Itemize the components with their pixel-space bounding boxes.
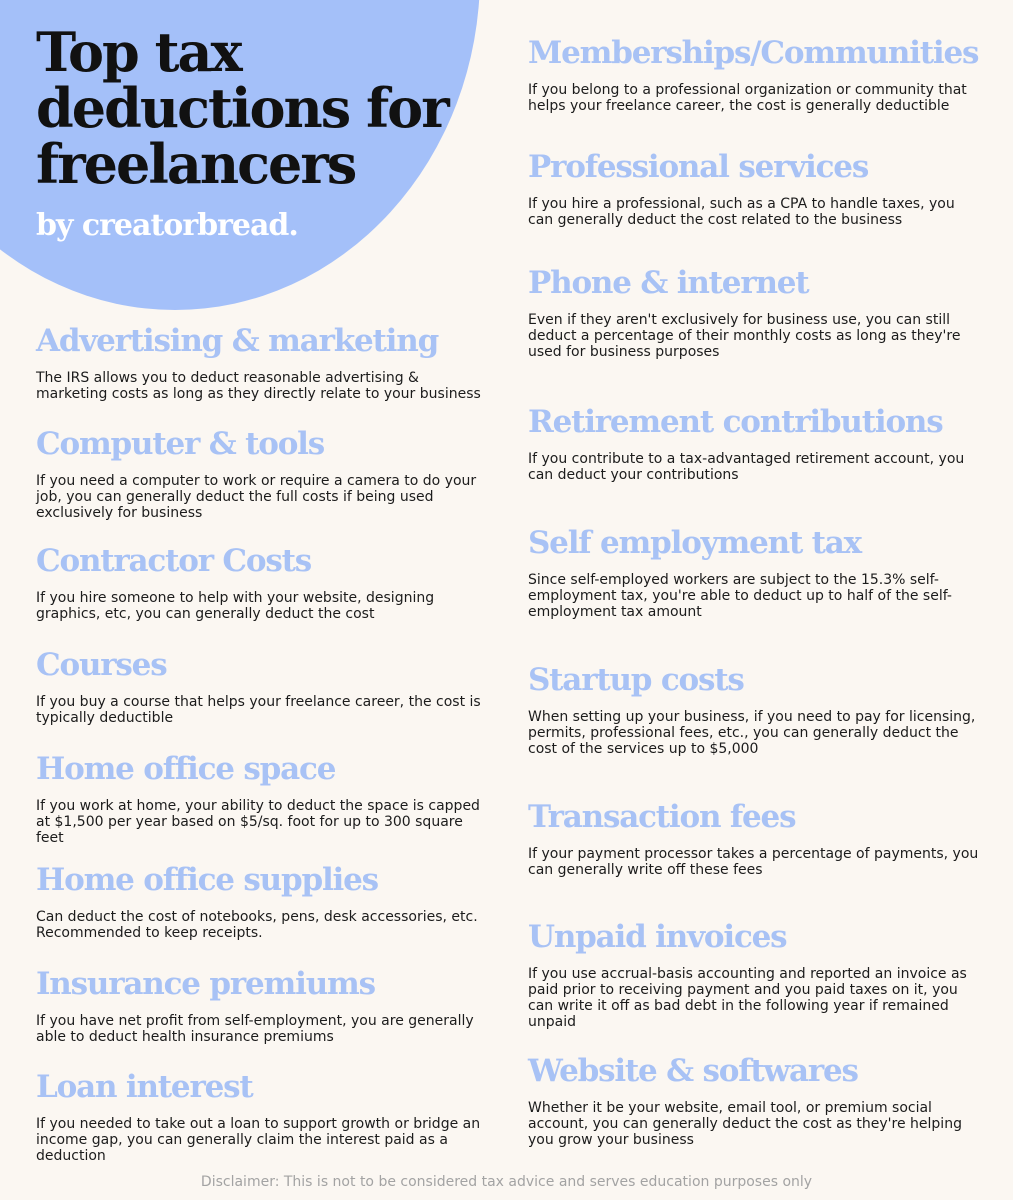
deduction-description: When setting up your business, if you need to pay for licensing, permits, professional fees, etc., you can generally deduct the cost of the services up to $5,000 <box>528 709 976 757</box>
deduction-heading: Home office space <box>36 751 336 787</box>
deduction-heading: Phone & internet <box>528 265 809 301</box>
deduction-home-office-space <box>36 750 486 846</box>
deduction-description: If you buy a course that helps your freelance career, the cost is typically deductible <box>36 694 481 726</box>
deduction-description: Even if they aren't exclusively for business use, you can still deduct a percentage of their monthly costs as long as they're used for business purposes <box>528 312 961 360</box>
deduction-description: If you hire a professional, such as a CPA to handle taxes, you can generally deduct the cost related to the business <box>528 196 955 228</box>
deduction-description: Since self-employed workers are subject to the 15.3% self-employment tax, you're able to deduct up to half of the self-employment tax amount <box>528 572 952 620</box>
page-title: Top tax deductions for freelancers <box>36 20 448 196</box>
deduction-description: If you work at home, your ability to deduct the space is capped at $1,500 per year based on $5/sq. foot for up to 300 square feet <box>36 798 480 846</box>
deduction-courses <box>36 646 486 726</box>
deduction-contractor <box>36 542 486 622</box>
deduction-professional-services <box>528 148 983 228</box>
deduction-heading: Insurance premiums <box>36 966 375 1002</box>
deduction-memberships <box>528 34 983 114</box>
deduction-transaction-fees <box>528 798 983 878</box>
deduction-home-office-supplies <box>36 861 486 941</box>
deduction-description: If you contribute to a tax-advantaged retirement account, you can deduct your contributions <box>528 451 965 483</box>
deduction-description: If your payment processor takes a percentage of payments, you can generally write off these fees <box>528 846 979 878</box>
deduction-description: The IRS allows you to deduct reasonable advertising & marketing costs as long as they directly relate to your business <box>36 370 481 402</box>
disclaimer-text: Disclaimer: This is not to be considered tax advice and serves education purposes only <box>200 1174 813 1190</box>
deduction-retirement <box>528 403 983 483</box>
deduction-startup-costs <box>528 661 983 757</box>
deduction-heading: Home office supplies <box>36 862 378 898</box>
deduction-heading: Retirement contributions <box>528 404 943 440</box>
deduction-heading: Unpaid invoices <box>528 919 787 955</box>
deduction-phone-internet <box>528 264 983 360</box>
deduction-loan-interest <box>36 1068 486 1164</box>
deduction-heading: Advertising & marketing <box>36 323 439 359</box>
deduction-insurance <box>36 965 486 1045</box>
deduction-description: If you need a computer to work or require a camera to do your job, you can generally deduct the full costs if being used exclusively for business <box>36 473 477 521</box>
deduction-computer <box>36 425 486 521</box>
deduction-heading: Transaction fees <box>528 799 796 835</box>
deduction-heading: Professional services <box>528 149 869 185</box>
deduction-description: If you have net profit from self-employment, you are generally able to deduct health insurance premiums <box>36 1013 474 1045</box>
deduction-heading: Self employment tax <box>528 525 861 561</box>
deduction-heading: Contractor Costs <box>36 543 311 579</box>
deduction-description: If you hire someone to help with your website, designing graphics, etc, you can generally deduct the cost <box>36 590 435 622</box>
deduction-heading: Computer & tools <box>36 426 325 462</box>
deduction-advertising <box>36 322 486 402</box>
deduction-description: If you needed to take out a loan to support growth or bridge an income gap, you can generally claim the interest paid as a deduction <box>36 1116 481 1164</box>
deduction-heading: Website & softwares <box>528 1053 858 1089</box>
deduction-unpaid-invoices <box>528 918 983 1030</box>
deduction-heading: Courses <box>36 647 167 683</box>
author-byline: by creatorbread. <box>36 208 298 243</box>
deduction-self-employment-tax <box>528 524 983 620</box>
deduction-description: If you use accrual-basis accounting and reported an invoice as paid prior to receiving payment and you paid taxes on it, you can write it off as bad debt in the following year if remained unpaid <box>528 966 967 1030</box>
deduction-description: If you belong to a professional organization or community that helps your freelance career, the cost is generally deductible <box>528 82 967 114</box>
deduction-website-software <box>528 1052 983 1148</box>
deduction-description: Whether it be your website, email tool, or premium social account, you can generally deduct the cost as they're helping you grow your business <box>528 1100 962 1148</box>
deduction-heading: Startup costs <box>528 662 744 698</box>
deduction-heading: Memberships/Communities <box>528 35 979 71</box>
deduction-description: Can deduct the cost of notebooks, pens, desk accessories, etc. Recommended to keep receipts. <box>36 909 478 941</box>
deduction-heading: Loan interest <box>36 1069 253 1105</box>
